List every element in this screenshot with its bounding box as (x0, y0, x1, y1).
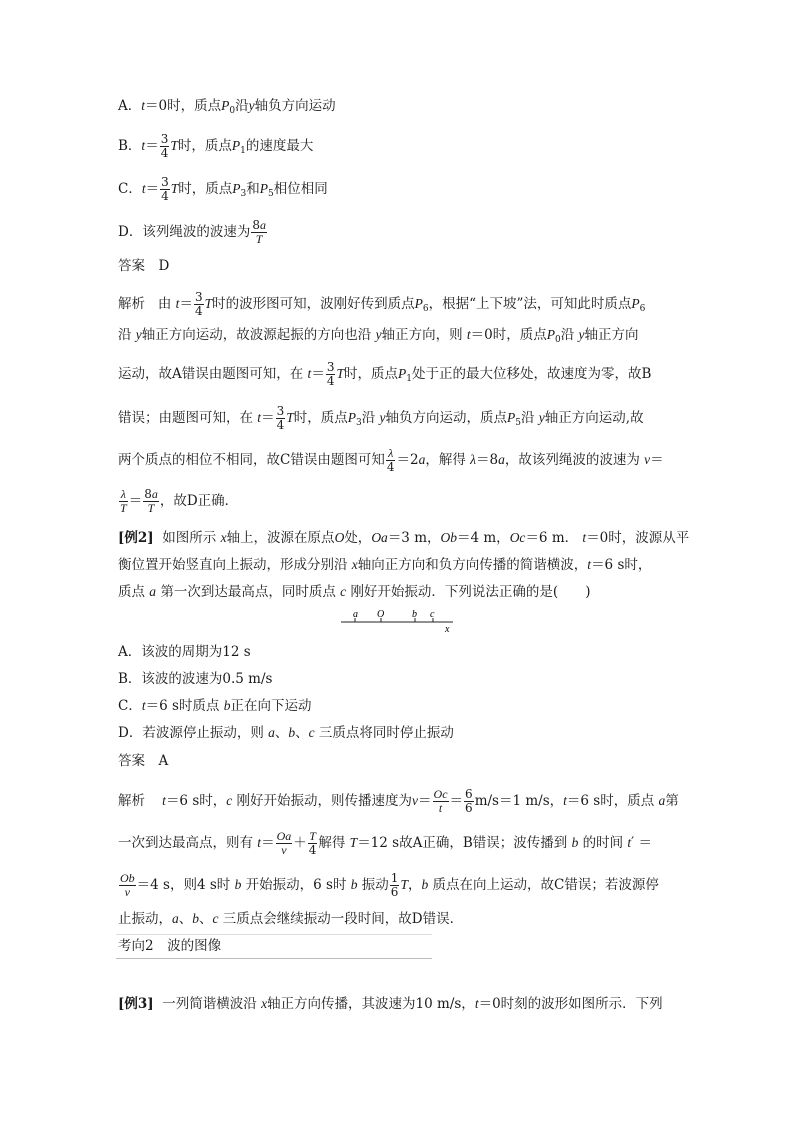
analysis2-line-3: $\frac{Ob}{v}$ ＝4 s，则4 s时 b 开始振动，6 s时 b 振动 $\frac{1}{6}$ T，b 质点在向上运动，故C错误；若波源停 (120, 871, 659, 899)
label-b: b (412, 609, 417, 620)
analysis-line-5: 两个质点的相位不相同，故C错误由题图可知 $\frac{\lambda}{4}$ ＝2a，解得 λ＝8a，故该列绳波的波速为 v＝ (118, 446, 664, 474)
option-d-1: D．该列绳波的波速为 $\frac{8a}{T}$ (118, 218, 266, 246)
analysis-line-4: 错误；由题图可知，在 t＝ $\frac{3}{4}$ T时，质点$P_3$沿 y轴负方向运动，质点$P_5$沿 y轴正方向运动,故 (118, 404, 644, 432)
option-b-2: B．该波的波速为0.5 m/s (118, 671, 273, 687)
answer-2: 答案 A (118, 753, 169, 769)
option-c-1: C．t＝ $\frac{3}{4}$ T时，质点$P_3$和$P_5$相位相同 (118, 175, 328, 203)
label: A． (118, 98, 142, 114)
option-b-1: B．t＝ $\frac{3}{4}$ T时，质点$P_1$的速度最大 (118, 132, 314, 160)
analysis2-line-4: 止振动，a、b、c 三质点会继续振动一段时间，故D错误． (118, 911, 464, 927)
fraction-8a-T: $\frac{8a}{T}$ (252, 218, 266, 246)
analysis-line-1: 解析 由 t＝ $\frac{3}{4}$ T时的波形图可知，波刚好传到质点$P_6$，根据“上下坡”法，可知此时质点$P_6$ (118, 290, 646, 318)
analysis-line-6: $\frac{\lambda}{T}$ ＝ $\frac{8a}{T}$ ，故D正确． (120, 487, 239, 515)
analysis2-line-2: 一次到达最高点，则有 t＝ $\frac{Oa}{v}$ ＋ $\frac{T}{4}$ 解得 T＝12 s故A正确，B错误；波传播到 b 的时间 t′ ＝ (118, 829, 653, 857)
section-rule-bottom (116, 958, 432, 959)
analysis-line-2: 沿 y轴正方向运动，故波源起振的方向也沿 y轴正方向，则 t＝0时，质点$P_0$沿 y轴正方向 (118, 327, 639, 345)
option-c-2: C．t＝6 s时质点 b正在向下运动 (118, 698, 312, 714)
label-x: x (445, 624, 450, 634)
analysis-line-3: 运动，故A错误由题图可知，在 t＝ $\frac{3}{4}$ T时，质点$P_1$处于正的最大位移处，故速度为零，故B (118, 360, 652, 388)
example-3-line-1: [例3] 一列简谐横波沿 x轴正方向传播，其波速为10 m/s，t＝0时刻的波形如图所示．下列 (118, 996, 663, 1012)
option-a-2: A．该波的周期为12 s (118, 644, 251, 660)
x-axis-diagram (335, 606, 465, 634)
option-a-1: A．t＝0时，质点$P_0$沿y轴负方向运动 (118, 98, 336, 116)
example-label: [例2] (118, 530, 154, 546)
example-label: [例3] (118, 996, 154, 1012)
label-a: a (353, 609, 358, 620)
label-o: O (377, 609, 385, 620)
section-heading: 考向2 波的图像 (118, 938, 222, 954)
option-d-2: D．若波源停止振动，则 a、b、c 三质点将同时停止振动 (118, 725, 454, 741)
example-2-line-2: 衡位置开始竖直向上振动，形成分别沿 x轴向正方向和负方向传播的简谐横波，t＝6 s时， (118, 557, 652, 573)
section-rule-top (116, 934, 432, 935)
analysis2-line-1: 解析 t＝6 s时，c 刚好开始振动，则传播速度为v＝ $\frac{Oc}{t}$ ＝ $\frac{6}{6}$ m/s＝1 m/s，t＝6 s时，质点 a第 (118, 787, 679, 815)
example-2-line-3: 质点 a 第一次到达最高点，同时质点 c 刚好开始振动．下列说法正确的是( ) (118, 584, 591, 600)
fraction-3-4: $\frac{3}{4}$ (161, 175, 169, 203)
example-2-line-1: [例2] 如图所示 x轴上，波源在原点O处，Oa＝3 m，Ob＝4 m，Oc＝6 m． t＝0时，波源从平 (118, 530, 690, 546)
label-c: c (430, 609, 435, 620)
answer-1: 答案 D (118, 258, 170, 274)
fraction-3-4: $\frac{3}{4}$ (160, 132, 169, 160)
